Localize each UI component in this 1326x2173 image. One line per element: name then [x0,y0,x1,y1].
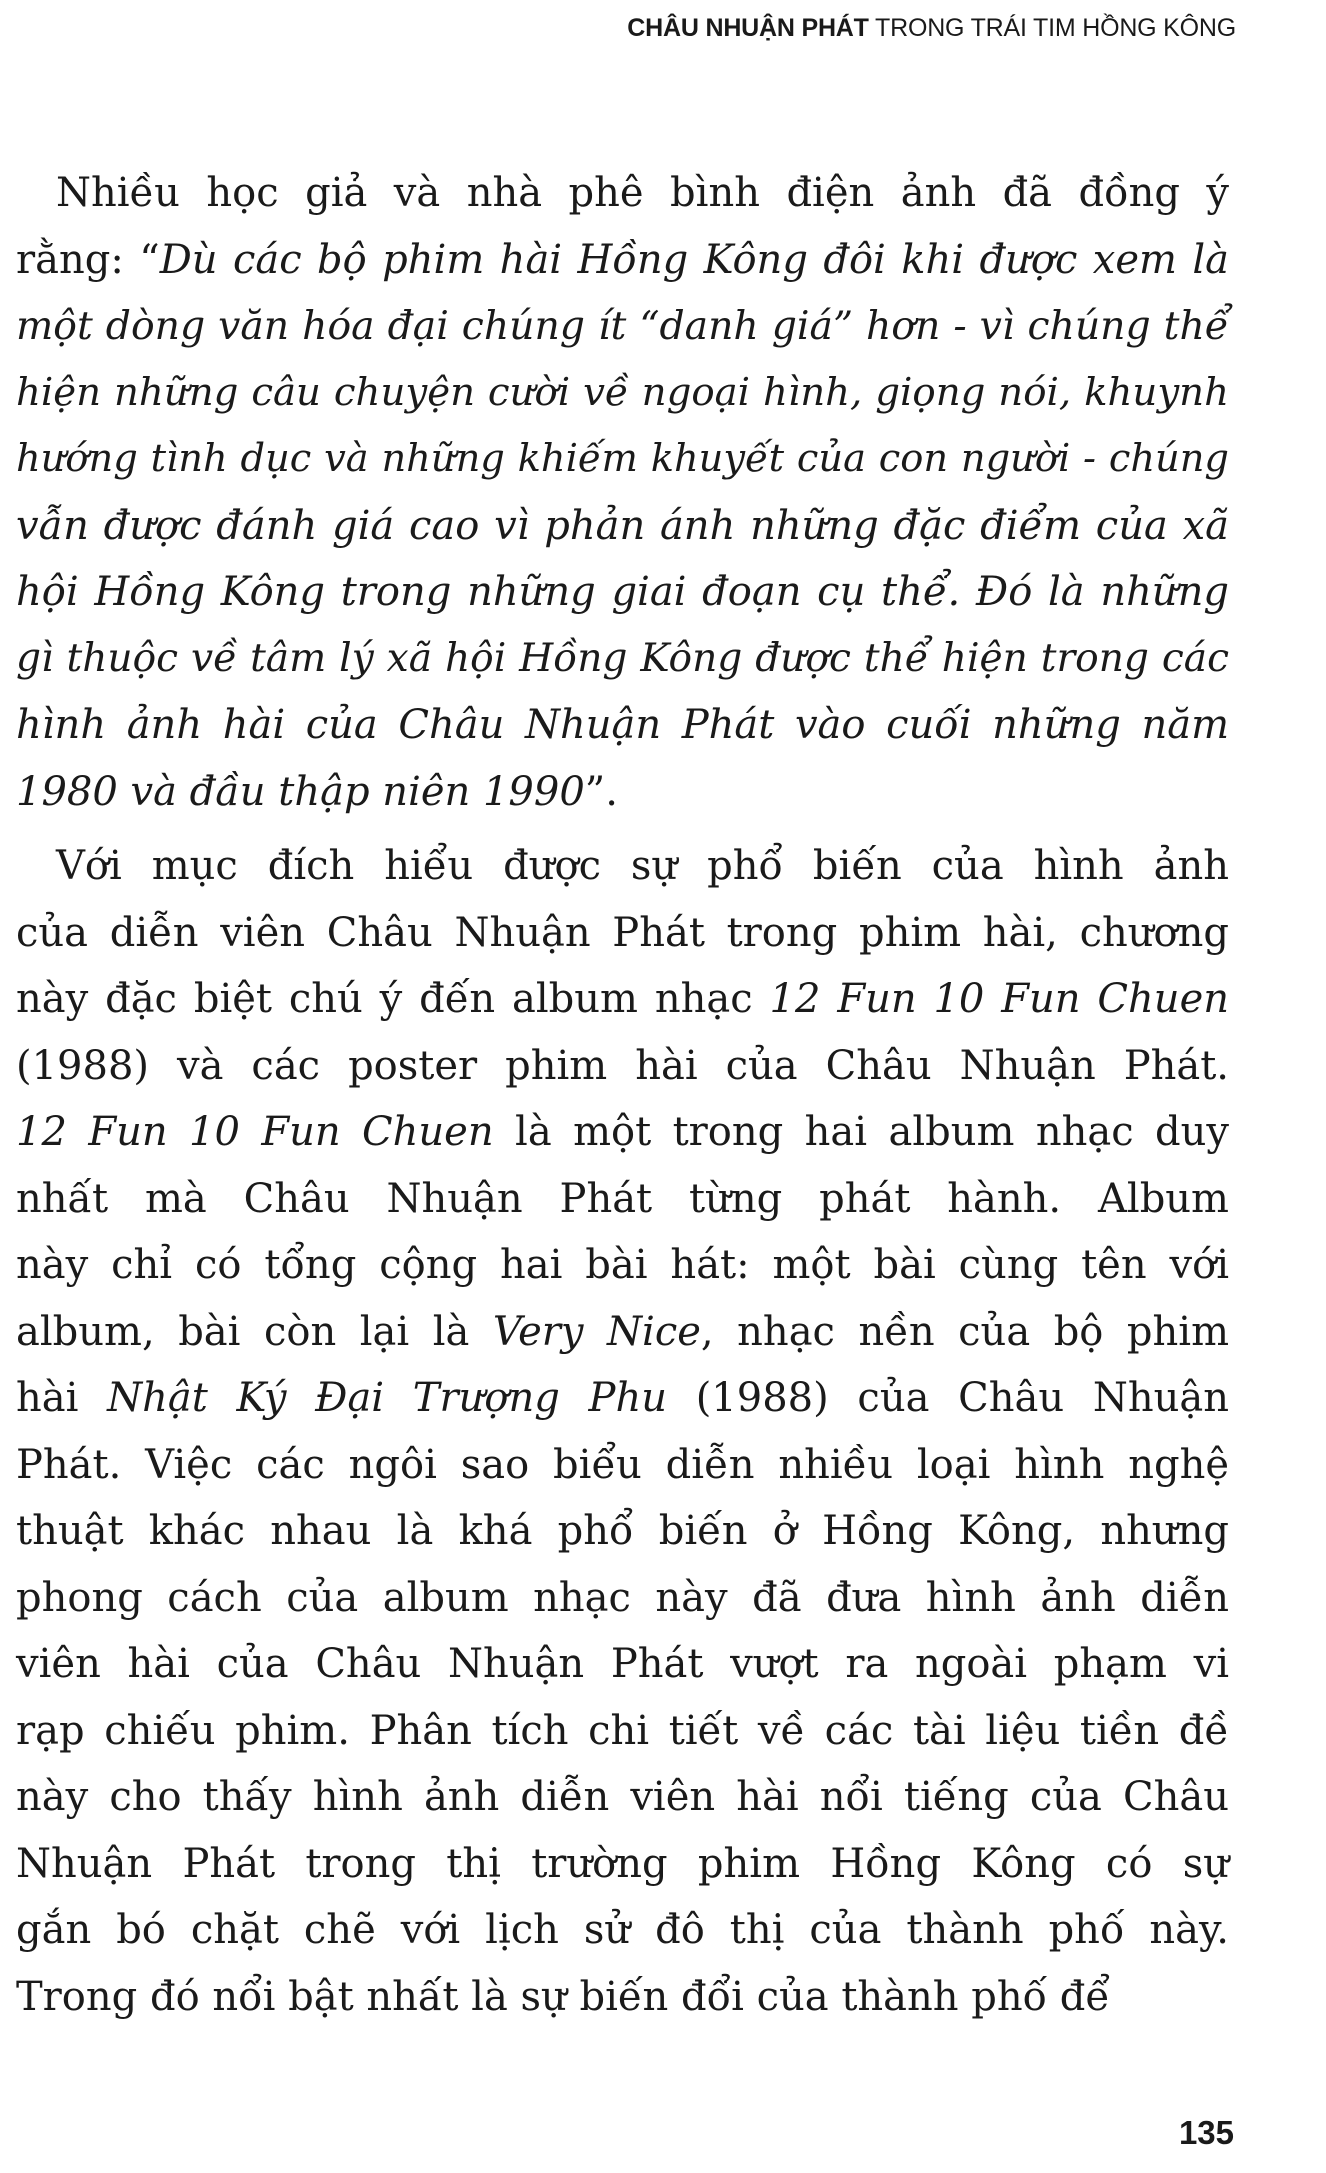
text-line [16,293,1229,360]
text-line [16,1631,1229,1698]
text-line [16,692,1229,759]
text-run: viên hài của Châu Nhuận Phát vượt ra ngoài phạm vi [16,1641,1229,1687]
text-line [16,626,1229,693]
text-line [16,1698,1229,1765]
text-run: phong cách của album nhạc này đã đưa hình ảnh diễn [16,1574,1229,1621]
page-body [16,160,1229,2030]
text-line [16,1831,1229,1898]
italic-run: hình ảnh hài của Châu Nhuận Phát vào cuối những năm [16,702,1229,748]
text-line [16,1033,1229,1100]
text-run: này cho thấy hình ảnh diễn viên hài nổi tiếng của Châu [16,1774,1229,1820]
paragraph-gap [16,825,1229,833]
paragraph [16,160,1229,825]
text-run: Nhuận Phát trong thị trường phim Hồng Kông có sự [16,1840,1229,1887]
text-line [16,1232,1229,1299]
text-line [16,1432,1229,1499]
text-run: Với mục đích hiểu được sự phổ biến của hình ảnh [56,843,1229,889]
text-run: Phát. Việc các ngôi sao biểu diễn nhiều loại hình nghệ [16,1441,1229,1488]
text-run: album, bài còn lại là [16,1308,493,1355]
header-title-regular: TRONG TRÁI TIM HỒNG KÔNG [868,14,1236,42]
text-line [16,1099,1229,1166]
italic-run: 12 Fun 10 Fun Chuen [16,1109,494,1155]
text-line [16,227,1229,294]
italic-run: 1980 và đầu thập niên 1990 [16,768,585,815]
text-run: này chỉ có tổng cộng hai bài hát: một bài cùng tên với [16,1242,1229,1288]
text-run: rằng: “ [16,236,160,283]
text-line [16,1964,1229,2031]
text-run: ”. [584,768,618,815]
italic-run: gì thuộc về tâm lý xã hội Hồng Kông được thể hiện trong các [16,635,1229,681]
text-run: của diễn viên Châu Nhuận Phát trong phim hài, chương [16,909,1229,956]
text-run: (1988) và các poster phim hài của Châu Nhuận Phát. [16,1042,1229,1089]
text-run: Nhiều học giả và nhà phê bình điện ảnh đã đồng ý [56,170,1229,216]
italic-run: 12 Fun 10 Fun Chuen [769,976,1229,1022]
text-line [16,360,1229,427]
text-line [16,833,1229,900]
text-run: Trong đó nổi bật nhất là sự biến đổi của thành phố để [16,1973,1111,2020]
text-line [16,966,1229,1033]
text-line [16,1764,1229,1831]
text-line [16,160,1229,227]
text-run: , nhạc nền của bộ phim [700,1308,1230,1355]
text-line [16,426,1229,493]
italic-run: Nhật Ký Đại Trượng Phu [107,1375,667,1421]
text-run: gắn bó chặt chẽ với lịch sử đô thị của thành phố này. [16,1907,1229,1953]
text-line [16,559,1229,626]
text-line [16,1166,1229,1233]
italic-run: vẫn được đánh giá cao vì phản ánh những đặc điểm của xã [16,502,1229,549]
text-line [16,1498,1229,1565]
text-run: này đặc biệt chú ý đến album nhạc [16,976,770,1022]
text-line [16,759,1229,826]
text-line [16,493,1229,560]
italic-run: một dòng văn hóa đại chúng ít “danh giá” hơn - vì chúng thể [16,303,1229,349]
text-run: rạp chiếu phim. Phân tích chi tiết về các tài liệu tiền đề [16,1707,1229,1754]
header-title-bold: CHÂU NHUẬN PHÁT [627,14,869,42]
italic-run: hội Hồng Kông trong những giai đoạn cụ thể. Đó là những [16,569,1229,615]
text-run: (1988) của Châu Nhuận [666,1375,1229,1421]
text-line [16,1565,1229,1632]
text-line [16,1299,1229,1366]
text-run: hài [16,1375,108,1421]
text-run: thuật khác nhau là khá phổ biến ở Hồng Kông, nhưng [16,1508,1229,1554]
text-run: là một trong hai album nhạc duy [493,1109,1230,1155]
text-run: nhất mà Châu Nhuận Phát từng phát hành. Album [16,1175,1229,1222]
text-line [16,1365,1229,1432]
italic-run: hiện những câu chuyện cười về ngoại hình, giọng nói, khuynh [16,369,1229,415]
paragraph [16,833,1229,2030]
italic-run: Dù các bộ phim hài Hồng Kông đôi khi được xem là [159,236,1229,283]
text-line [16,900,1229,967]
italic-run: Very Nice [492,1308,701,1355]
text-line [16,1897,1229,1964]
italic-run: hướng tình dục và những khiếm khuyết của con người - chúng [16,436,1229,481]
running-header [627,14,1236,43]
page-number: 135 [1178,2114,1234,2151]
